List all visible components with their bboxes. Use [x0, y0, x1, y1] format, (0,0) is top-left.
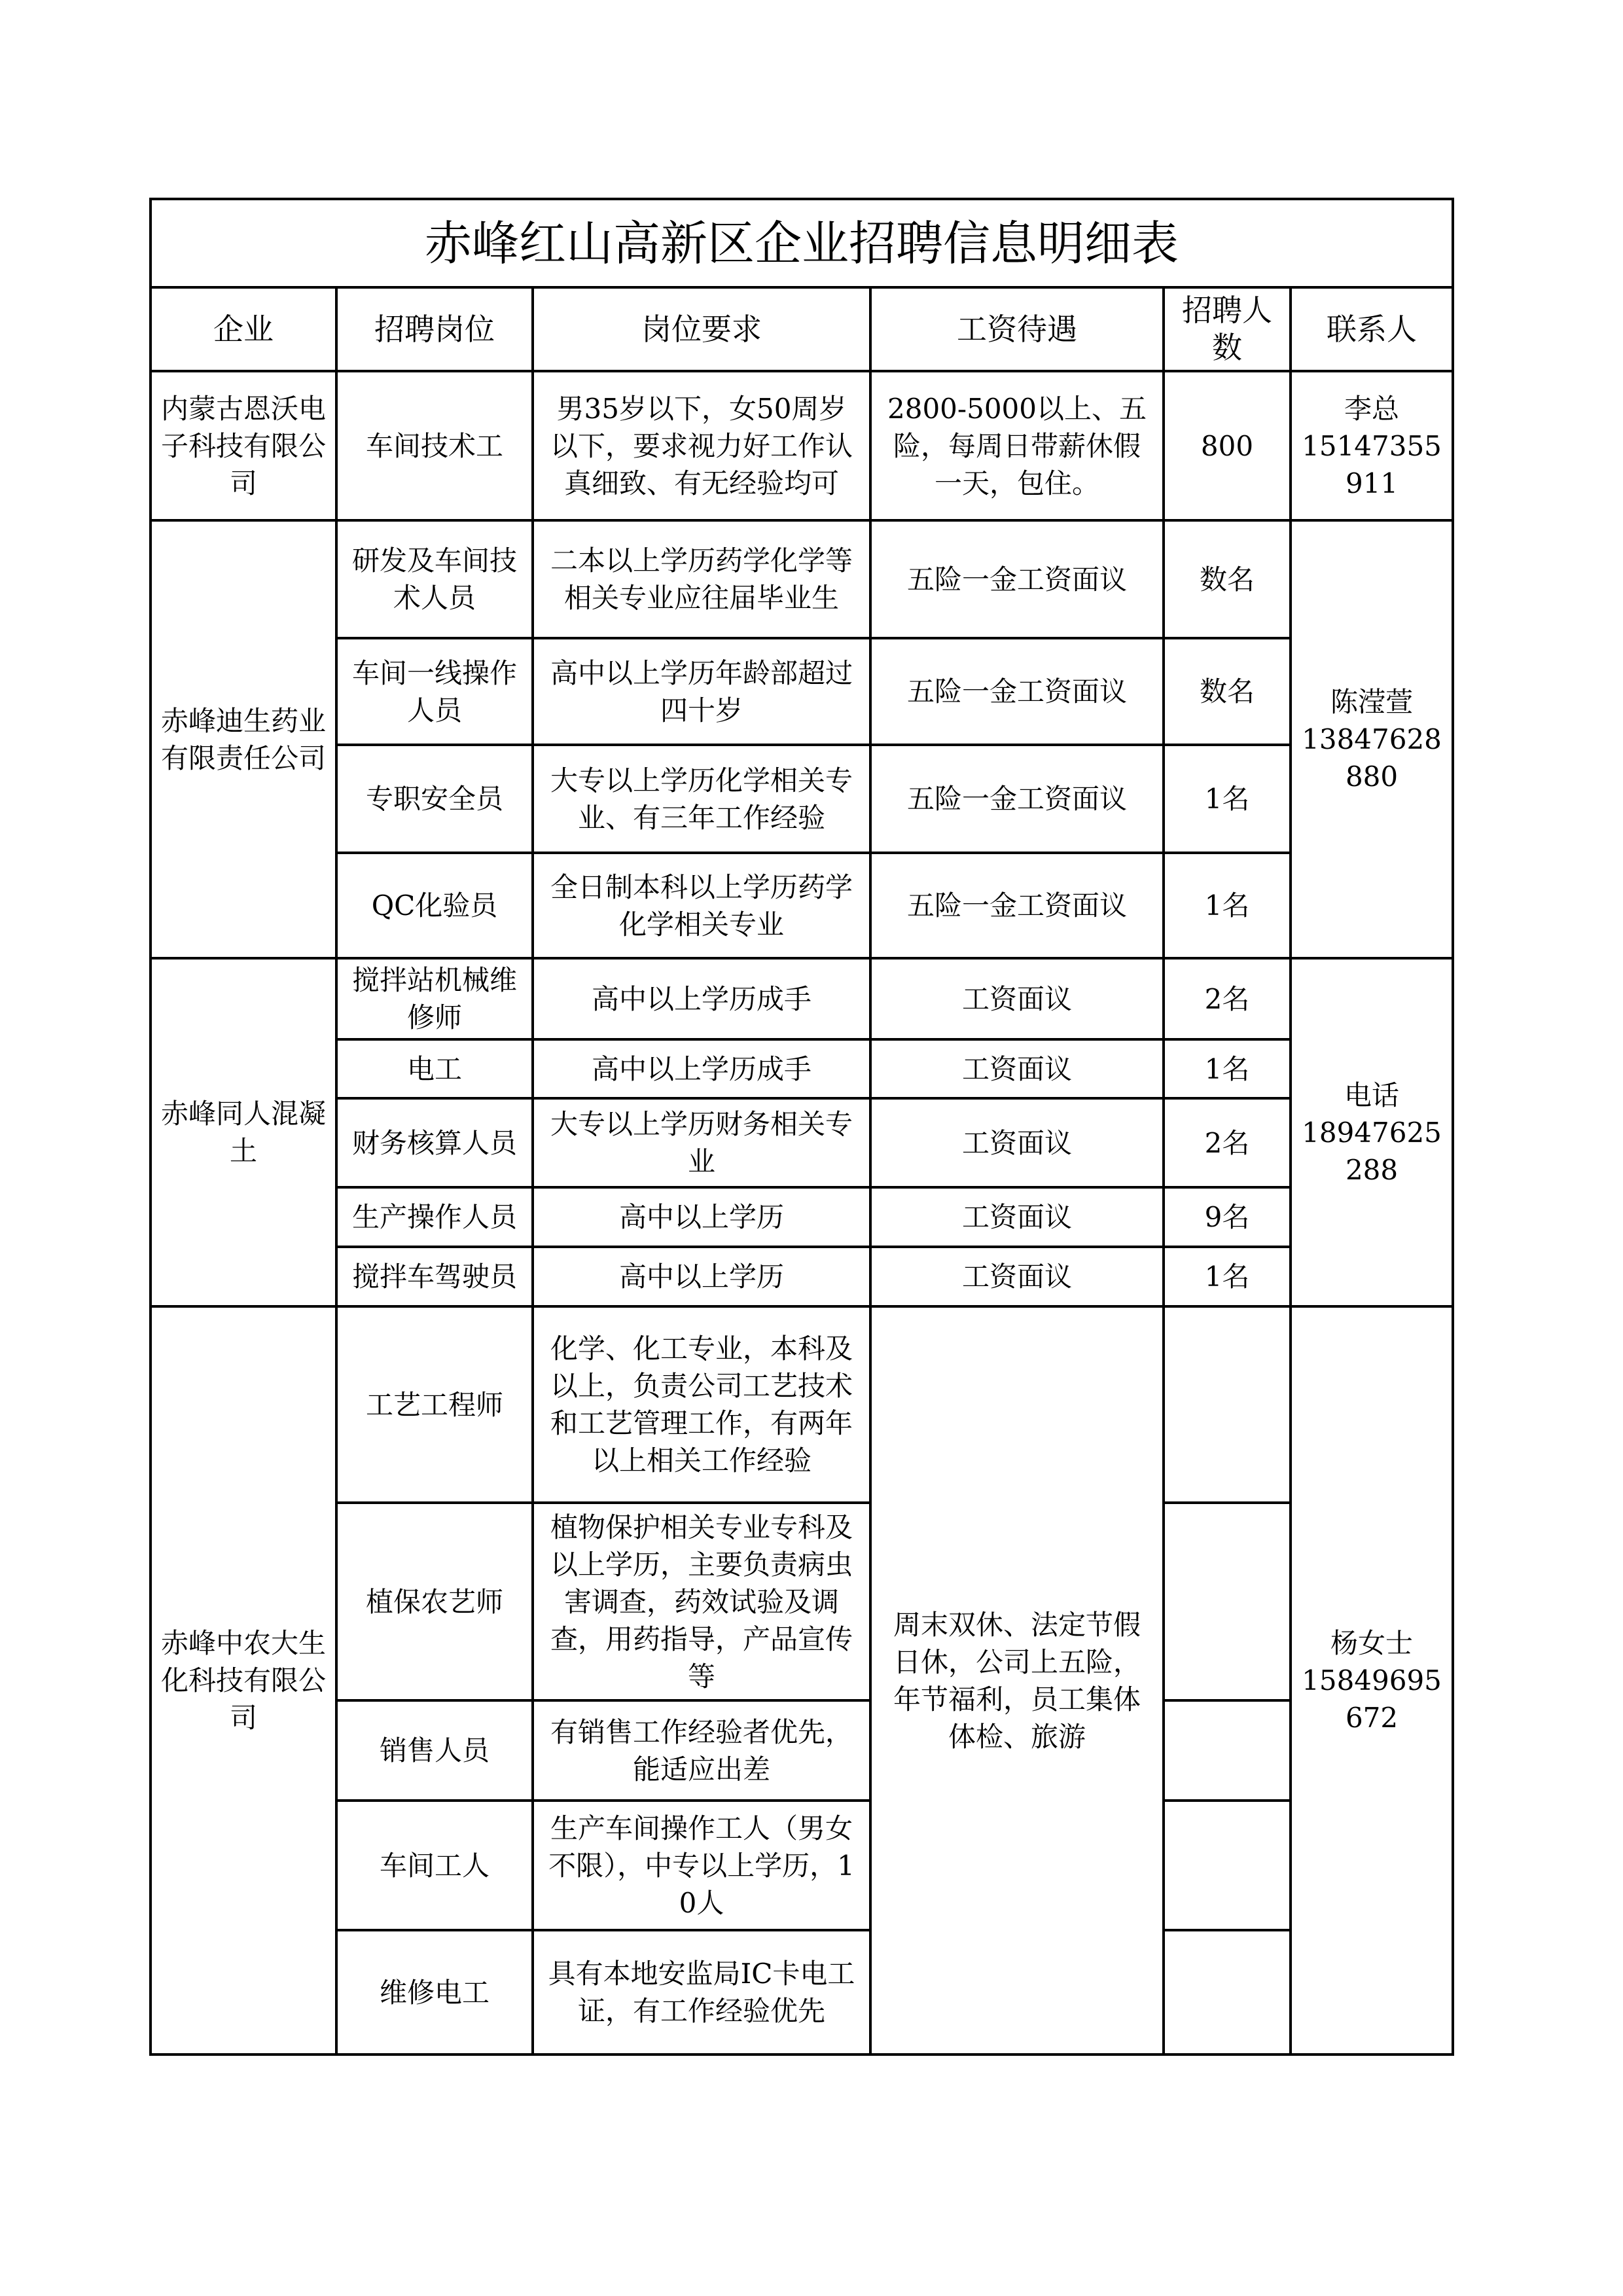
table-row: [151, 371, 1453, 520]
header-salary: 工资待遇: [870, 287, 1164, 371]
count-cell: [1164, 1700, 1291, 1801]
contact-phone: 18947625288: [1302, 1116, 1442, 1186]
requirement-cell: 生产车间操作工人（男女不限），中专以上学历，10人: [533, 1801, 870, 1930]
table-row: [151, 1503, 1453, 1700]
count-cell: [1164, 1503, 1291, 1700]
count-cell: 2名: [1164, 958, 1291, 1039]
contact-cell: [1291, 371, 1453, 520]
count-cell: 800: [1164, 371, 1291, 520]
position-cell: QC化验员: [336, 853, 533, 958]
requirement-cell: 二本以上学历药学化学等相关专业应往届毕业生: [533, 520, 870, 638]
salary-cell: 五险一金工资面议: [870, 745, 1164, 853]
position-cell: 生产操作人员: [336, 1187, 533, 1247]
contact-cell: [1291, 958, 1453, 1306]
contact-name: 杨女士: [1330, 1627, 1414, 1659]
contact-name: 陈滢萱: [1330, 686, 1414, 718]
contact-cell: [1291, 1306, 1453, 2054]
table-row: [151, 1247, 1453, 1306]
header-count: 招聘人数: [1164, 287, 1291, 371]
contact-cell: [1291, 520, 1453, 958]
position-cell: 车间工人: [336, 1801, 533, 1930]
count-cell: 9名: [1164, 1187, 1291, 1247]
table-row: [151, 853, 1453, 958]
contact-phone: 15147355911: [1302, 429, 1442, 499]
count-cell: 数名: [1164, 520, 1291, 638]
count-cell: 1名: [1164, 853, 1291, 958]
company-name: 赤峰同人混凝土: [151, 958, 336, 1306]
requirement-cell: 高中以上学历年龄部超过四十岁: [533, 638, 870, 745]
salary-cell: 五险一金工资面议: [870, 853, 1164, 958]
table-row: [151, 745, 1453, 853]
requirement-cell: 化学、化工专业，本科及以上，负责公司工艺技术和工艺管理工作，有两年以上相关工作经验: [533, 1306, 870, 1503]
recruitment-document: [149, 198, 1454, 2056]
requirement-cell: 高中以上学历: [533, 1247, 870, 1306]
table-row: [151, 638, 1453, 745]
company-name: 内蒙古恩沃电子科技有限公司: [151, 371, 336, 520]
requirement-cell: 大专以上学历化学相关专业、有三年工作经验: [533, 745, 870, 853]
recruitment-table: [149, 198, 1454, 2056]
table-row: [151, 1930, 1453, 2054]
table-row: [151, 520, 1453, 638]
table-row: [151, 1187, 1453, 1247]
contact-phone: 15849695672: [1302, 1664, 1442, 1734]
company-name: 赤峰迪生药业有限责任公司: [151, 520, 336, 958]
count-cell: 数名: [1164, 638, 1291, 745]
position-cell: 财务核算人员: [336, 1098, 533, 1187]
requirement-cell: 高中以上学历成手: [533, 1039, 870, 1098]
count-cell: 1名: [1164, 1039, 1291, 1098]
page-title: 赤峰红山高新区企业招聘信息明细表: [151, 199, 1453, 287]
count-cell: 1名: [1164, 745, 1291, 853]
requirement-cell: 高中以上学历: [533, 1187, 870, 1247]
count-cell: 2名: [1164, 1098, 1291, 1187]
salary-cell: 五险一金工资面议: [870, 520, 1164, 638]
title-row: [151, 199, 1453, 287]
requirement-cell: 大专以上学历财务相关专业: [533, 1098, 870, 1187]
table-row: [151, 1098, 1453, 1187]
header-position: 招聘岗位: [336, 287, 533, 371]
salary-cell: 工资面议: [870, 1187, 1164, 1247]
position-cell: 销售人员: [336, 1700, 533, 1801]
position-cell: 搅拌站机械维修师: [336, 958, 533, 1039]
position-cell: 电工: [336, 1039, 533, 1098]
salary-cell: 工资面议: [870, 1247, 1164, 1306]
requirement-cell: 高中以上学历成手: [533, 958, 870, 1039]
salary-cell: 五险一金工资面议: [870, 638, 1164, 745]
count-cell: [1164, 1306, 1291, 1503]
position-cell: 工艺工程师: [336, 1306, 533, 1503]
table-row: [151, 1306, 1453, 1503]
requirement-cell: 植物保护相关专业专科及以上学历，主要负责病虫害调查，药效试验及调查，用药指导，产品宣传等: [533, 1503, 870, 1700]
salary-cell: 2800-5000以上、五险，每周日带薪休假一天，包住。: [870, 371, 1164, 520]
position-cell: 搅拌车驾驶员: [336, 1247, 533, 1306]
header-company: 企业: [151, 287, 336, 371]
position-cell: 车间一线操作人员: [336, 638, 533, 745]
requirement-cell: 有销售工作经验者优先，能适应出差: [533, 1700, 870, 1801]
salary-cell: 工资面议: [870, 958, 1164, 1039]
salary-cell: 周末双休、法定节假日休，公司上五险，年节福利，员工集体体检、旅游: [870, 1306, 1164, 2054]
position-cell: 维修电工: [336, 1930, 533, 2054]
position-cell: 研发及车间技术人员: [336, 520, 533, 638]
table-row: [151, 958, 1453, 1039]
requirement-cell: 男35岁以下，女50周岁以下，要求视力好工作认真细致、有无经验均可: [533, 371, 870, 520]
position-cell: 专职安全员: [336, 745, 533, 853]
header-row: [151, 287, 1453, 371]
salary-cell: 工资面议: [870, 1098, 1164, 1187]
requirement-cell: 全日制本科以上学历药学化学相关专业: [533, 853, 870, 958]
requirement-cell: 具有本地安监局IC卡电工证，有工作经验优先: [533, 1930, 870, 2054]
count-cell: 1名: [1164, 1247, 1291, 1306]
count-cell: [1164, 1801, 1291, 1930]
header-requirement: 岗位要求: [533, 287, 870, 371]
count-cell: [1164, 1930, 1291, 2054]
table-row: [151, 1039, 1453, 1098]
salary-cell: 工资面议: [870, 1039, 1164, 1098]
position-cell: 车间技术工: [336, 371, 533, 520]
table-row: [151, 1700, 1453, 1801]
header-contact: 联系人: [1291, 287, 1453, 371]
contact-phone: 13847628880: [1302, 723, 1442, 793]
contact-name: 电话: [1344, 1079, 1400, 1111]
contact-name: 李总: [1344, 392, 1400, 425]
position-cell: 植保农艺师: [336, 1503, 533, 1700]
table-row: [151, 1801, 1453, 1930]
company-name: 赤峰中农大生化科技有限公司: [151, 1306, 336, 2054]
